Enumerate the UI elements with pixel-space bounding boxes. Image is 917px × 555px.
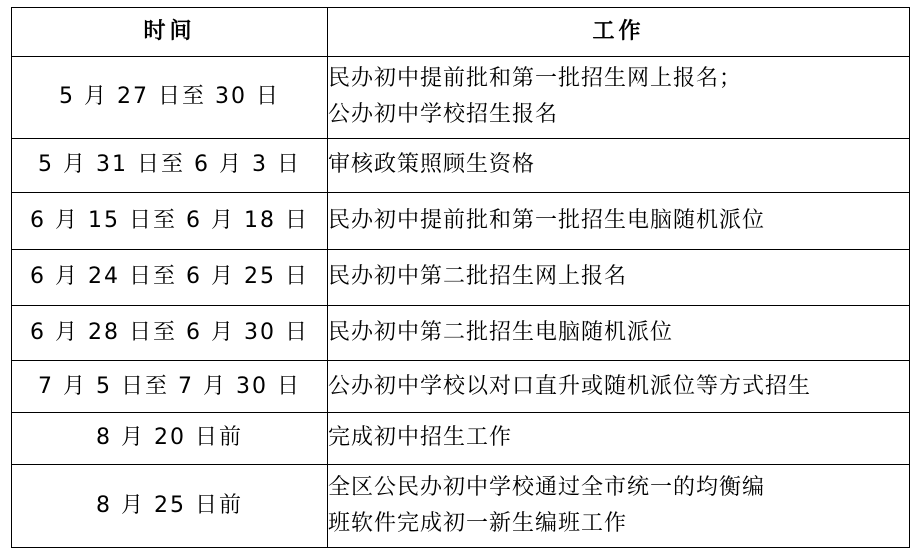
header-row bbox=[12, 8, 910, 57]
work-cell bbox=[328, 464, 910, 547]
header-work: 工作 bbox=[328, 8, 910, 57]
table-row bbox=[12, 192, 910, 249]
work-line: 公办初中学校以对口直升或随机派位等方式招生 bbox=[328, 373, 812, 399]
work-line: 民办初中第二批招生网上报名 bbox=[328, 264, 628, 290]
time-cell: 5 月 31 日至 6 月 3 日 bbox=[12, 138, 328, 192]
work-line: 审核政策照顾生资格 bbox=[328, 152, 536, 178]
enrollment-schedule-table bbox=[11, 7, 910, 548]
work-line: 民办初中提前批和第一批招生网上报名； bbox=[328, 66, 743, 92]
time-cell: 6 月 24 日至 6 月 25 日 bbox=[12, 249, 328, 306]
table-row bbox=[12, 306, 910, 361]
work-line: 班软件完成初一新生编班工作 bbox=[328, 510, 628, 536]
work-line: 公办初中学校招生报名 bbox=[328, 102, 559, 128]
work-line: 完成初中招生工作 bbox=[328, 425, 513, 451]
work-cell bbox=[328, 412, 910, 464]
work-cell bbox=[328, 306, 910, 361]
time-cell: 5 月 27 日至 30 日 bbox=[12, 56, 328, 138]
table-row bbox=[12, 412, 910, 464]
time-cell: 6 月 15 日至 6 月 18 日 bbox=[12, 192, 328, 249]
table-row bbox=[12, 56, 910, 138]
time-cell: 8 月 20 日前 bbox=[12, 412, 328, 464]
time-cell: 8 月 25 日前 bbox=[12, 464, 328, 547]
work-cell bbox=[328, 361, 910, 413]
work-cell bbox=[328, 192, 910, 249]
work-cell bbox=[328, 138, 910, 192]
table-row bbox=[12, 249, 910, 306]
work-cell bbox=[328, 56, 910, 138]
work-line: 民办初中第二批招生电脑随机派位 bbox=[328, 320, 674, 346]
table-row bbox=[12, 464, 910, 547]
time-cell: 6 月 28 日至 6 月 30 日 bbox=[12, 306, 328, 361]
work-cell bbox=[328, 249, 910, 306]
work-line: 民办初中提前批和第一批招生电脑随机派位 bbox=[328, 207, 766, 233]
table-row bbox=[12, 361, 910, 413]
header-time: 时间 bbox=[12, 8, 328, 57]
table-row bbox=[12, 138, 910, 192]
time-cell: 7 月 5 日至 7 月 30 日 bbox=[12, 361, 328, 413]
work-line: 全区公民办初中学校通过全市统一的均衡编 bbox=[328, 474, 766, 500]
